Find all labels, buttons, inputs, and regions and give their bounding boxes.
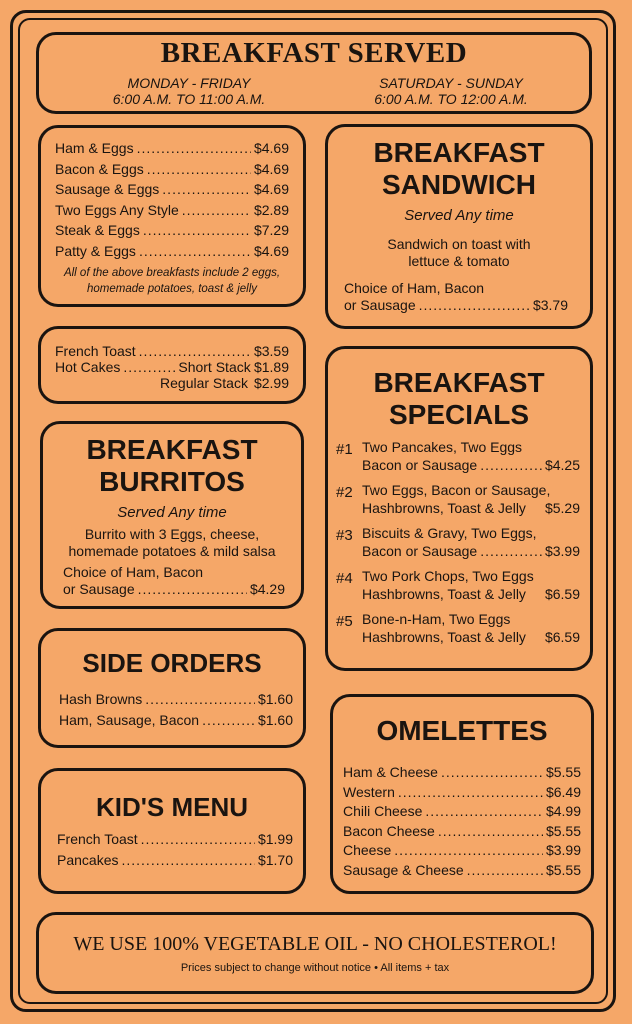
special-price: $3.99 <box>544 542 580 559</box>
burritos-choice-line1 <box>63 564 285 581</box>
menu-item <box>343 802 581 822</box>
item-name: Hot Cakes <box>55 359 121 375</box>
menu-item <box>343 783 581 803</box>
item-price: $3.79 <box>532 297 568 313</box>
item-price: $3.99 <box>545 842 581 858</box>
burritos-desc-line2: homemade potatoes & mild salsa <box>68 543 276 559</box>
special-line2: Hashbrowns, Toast & Jelly <box>362 628 526 645</box>
side-orders-title: SIDE ORDERS <box>82 648 262 678</box>
footer-note: Prices subject to change without notice • All items + tax <box>180 962 450 974</box>
eggs-section <box>38 125 306 307</box>
special-number: #5 <box>336 613 353 630</box>
special-number: #2 <box>336 484 353 501</box>
item-price: $3.59 <box>253 343 289 359</box>
item-price: $5.55 <box>545 764 581 780</box>
regular-stack-label: Regular Stack <box>160 375 248 391</box>
sandwich-title-line1: BREAKFAST <box>373 137 545 168</box>
item-price: $5.55 <box>545 861 581 878</box>
sandwich-section <box>325 124 593 329</box>
special-price: $5.29 <box>544 499 580 516</box>
special-item <box>330 439 580 474</box>
menu-item <box>344 297 568 314</box>
menu-item <box>55 359 289 375</box>
special-price: $6.59 <box>544 585 580 602</box>
sandwich-desc-line2: lettuce & tomato <box>408 253 510 269</box>
item-name: Bacon & Eggs <box>55 160 144 177</box>
item-name: Cheese <box>343 842 392 858</box>
item-name: French Toast <box>57 831 138 847</box>
item-price: $4.69 <box>253 242 289 259</box>
sandwich-desc-line1: Sandwich on toast with <box>387 236 531 252</box>
menu-item <box>55 138 289 159</box>
item-price: $1.60 <box>257 691 293 707</box>
burritos-title-line2: BURRITOS <box>99 466 245 497</box>
weekday-days-label: MONDAY - FRIDAY <box>127 75 251 91</box>
special-number: #3 <box>336 527 353 544</box>
side-orders-section <box>38 628 306 748</box>
item-name: Steak & Eggs <box>55 222 140 238</box>
special-line2: Hashbrowns, Toast & Jelly <box>362 499 526 516</box>
special-price: $6.59 <box>544 628 580 645</box>
item-name: French Toast <box>55 343 136 359</box>
item-price: $1.60 <box>257 711 293 728</box>
menu-item <box>55 200 289 221</box>
special-line2: Bacon or Sausage <box>362 542 478 559</box>
page-title: BREAKFAST SERVED <box>160 37 468 69</box>
special-price: $4.25 <box>544 456 580 473</box>
special-line2: Hashbrowns, Toast & Jelly <box>362 585 526 602</box>
eggs-note-line1: All of the above breakfasts include 2 eggs, <box>63 267 281 279</box>
kids-menu-section <box>38 768 306 894</box>
special-line1: Two Eggs, Bacon or Sausage, <box>362 482 551 498</box>
weekend-days-label: SATURDAY - SUNDAY <box>379 75 523 91</box>
special-line1: Two Pork Chops, Two Eggs <box>362 568 534 584</box>
short-stack-price: $1.89 <box>253 359 289 375</box>
item-name: or Sausage <box>344 297 416 313</box>
special-line1: Bone-n-Ham, Two Eggs <box>362 611 511 627</box>
header-box <box>36 32 592 114</box>
menu-item <box>343 822 581 842</box>
item-name: Sausage & Cheese <box>343 861 464 878</box>
item-name: Chili Cheese <box>343 803 423 819</box>
burritos-subtitle: Served Any time <box>117 504 227 521</box>
item-name: Bacon Cheese <box>343 822 435 839</box>
weekday-hours <box>59 75 319 107</box>
item-price: $6.49 <box>545 783 581 800</box>
item-name: Hash Browns <box>59 691 143 707</box>
menu-item <box>59 710 293 731</box>
item-name: Ham & Cheese <box>343 764 438 780</box>
sandwich-choice-line1 <box>344 280 568 297</box>
menu-item <box>343 861 581 881</box>
specials-section <box>325 346 593 671</box>
specials-title-line1: BREAKFAST <box>373 367 545 398</box>
kids-menu-title: KID'S MENU <box>95 792 249 822</box>
menu-item <box>57 829 293 850</box>
item-price: $1.99 <box>257 831 293 847</box>
menu-item <box>55 241 289 262</box>
menu-item <box>55 220 289 241</box>
burritos-title-line1: BREAKFAST <box>86 434 258 465</box>
menu-item <box>343 841 581 861</box>
weekday-hours-label: 6:00 A.M. TO 11:00 A.M. <box>112 91 266 107</box>
eggs-note-line2: homemade potatoes, toast & jelly <box>86 283 258 295</box>
item-name: Two Eggs Any Style <box>55 201 179 218</box>
weekend-hours-label: 6:00 A.M. TO 12:00 A.M. <box>374 91 528 107</box>
item-price: $4.99 <box>545 803 581 819</box>
menu-item <box>55 375 289 391</box>
menu-item <box>59 689 293 710</box>
short-stack-label: Short Stack <box>178 359 251 375</box>
omelettes-title: OMELETTES <box>376 715 548 746</box>
menu-item <box>55 343 289 359</box>
item-price: $4.69 <box>253 140 289 156</box>
menu-item <box>57 850 293 871</box>
special-line1: Two Pancakes, Two Eggs <box>362 439 523 455</box>
special-number: #1 <box>336 441 353 458</box>
special-line2: Bacon or Sausage <box>362 456 478 473</box>
special-item <box>330 611 580 646</box>
menu-item <box>343 763 581 783</box>
special-item <box>330 568 580 603</box>
item-price: $4.69 <box>253 160 289 177</box>
item-name: Choice of Ham, Bacon <box>344 280 485 296</box>
item-name: Western <box>343 783 395 800</box>
specials-title-line2: SPECIALS <box>388 399 530 430</box>
omelettes-section <box>330 694 594 894</box>
item-name: Ham & Eggs <box>55 140 134 156</box>
weekend-hours <box>321 75 581 107</box>
item-name: Choice of Ham, Bacon <box>63 564 204 580</box>
menu-item <box>63 581 285 598</box>
item-price: $5.55 <box>545 822 581 839</box>
special-item <box>330 525 580 560</box>
footer-box <box>36 912 594 994</box>
item-price: $4.29 <box>249 581 285 597</box>
sandwich-subtitle: Served Any time <box>404 207 514 224</box>
menu-item <box>55 159 289 180</box>
footer-title: WE USE 100% VEGETABLE OIL - NO CHOLESTEROL! <box>73 933 557 955</box>
item-price: $7.29 <box>253 222 289 238</box>
burritos-section <box>40 421 304 609</box>
pancakes-section <box>38 326 306 404</box>
item-price: $1.70 <box>257 851 293 868</box>
item-price: $2.89 <box>253 201 289 218</box>
sandwich-title-line2: SANDWICH <box>382 169 536 200</box>
item-price: $4.69 <box>253 181 289 197</box>
item-name: Patty & Eggs <box>55 242 136 259</box>
item-name: Ham, Sausage, Bacon <box>59 711 200 728</box>
burritos-desc-line1: Burrito with 3 Eggs, cheese, <box>84 526 260 542</box>
special-line1: Biscuits & Gravy, Two Eggs, <box>362 525 537 541</box>
item-name: Pancakes <box>57 851 119 868</box>
menu-item <box>55 179 289 200</box>
special-item <box>330 482 580 517</box>
special-number: #4 <box>336 570 353 587</box>
regular-stack-price: $2.99 <box>253 375 289 391</box>
item-name: or Sausage <box>63 581 135 597</box>
item-name: Sausage & Eggs <box>55 181 160 197</box>
